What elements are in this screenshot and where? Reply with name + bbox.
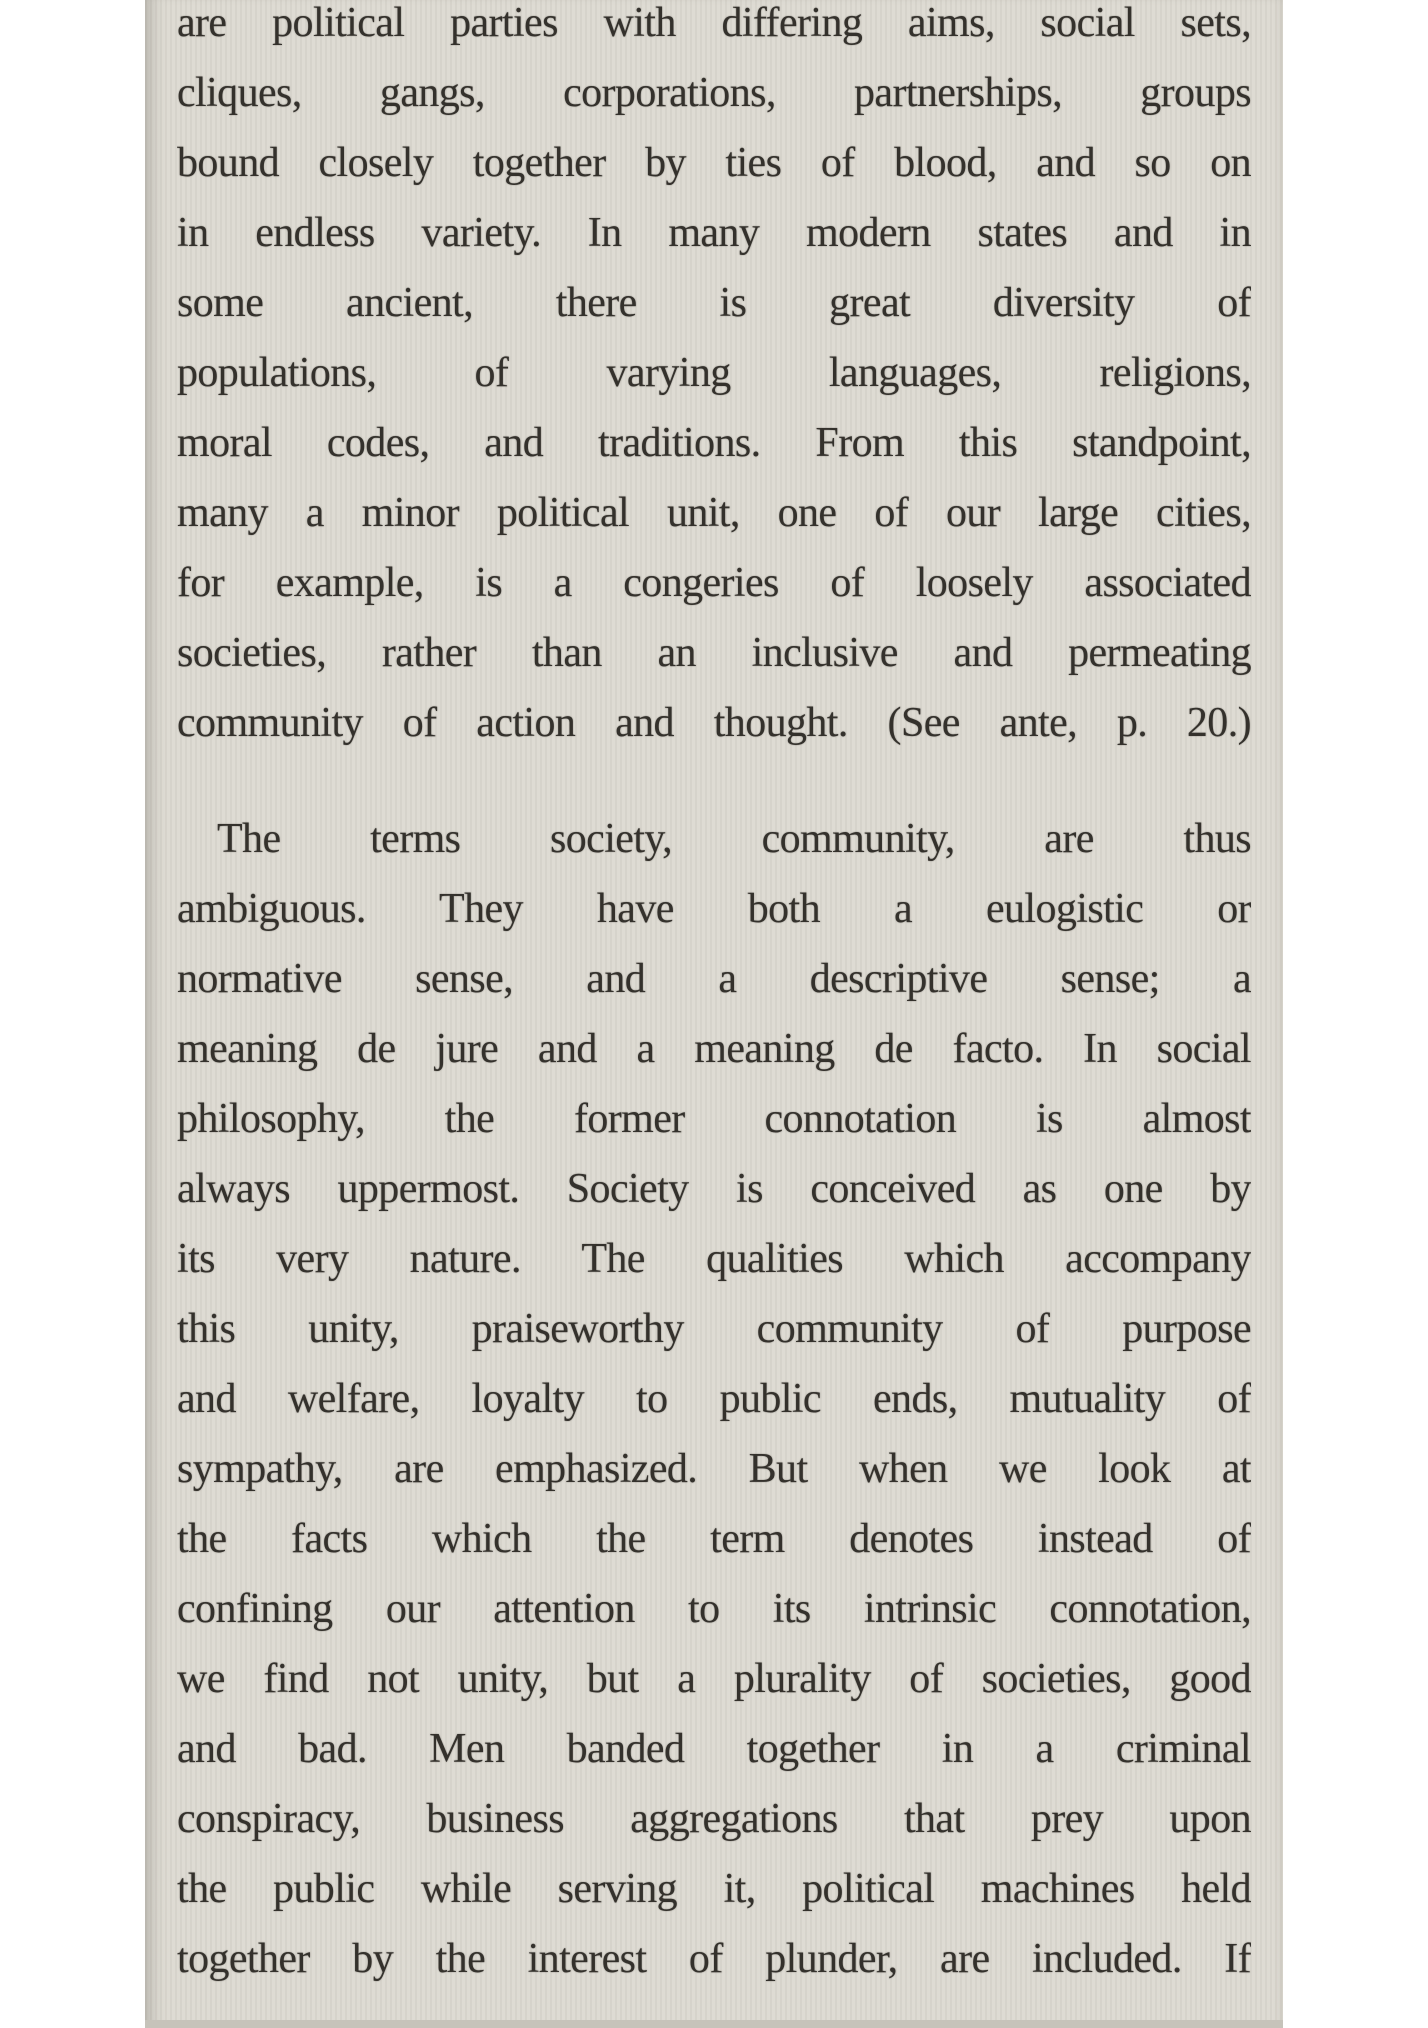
text-line: cliques, gangs, corporations, partnerships, groups	[177, 70, 1251, 116]
paragraph	[177, 0, 1251, 758]
text-line: we find not unity, but a plurality of societies, good	[177, 1656, 1251, 1702]
text-line: normative sense, and a descriptive sense; a	[177, 956, 1251, 1002]
text-line: for example, is a congeries of loosely associated	[177, 560, 1251, 606]
text-line: bound closely together by ties of blood, and so on	[177, 140, 1251, 186]
text-line: ambiguous. They have both a eulogistic or	[177, 886, 1251, 932]
page-text	[177, 0, 1251, 1994]
paragraph	[177, 804, 1251, 1994]
text-line: community of action and thought. (See ante, p. 20.)	[177, 700, 1251, 746]
text-line: and bad. Men banded together in a criminal	[177, 1726, 1251, 1772]
text-line: meaning de jure and a meaning de facto. In social	[177, 1026, 1251, 1072]
text-line: its very nature. The qualities which accompany	[177, 1236, 1251, 1282]
text-line: the public while serving it, political machines held	[177, 1866, 1251, 1912]
text-line: together by the interest of plunder, are included. If	[177, 1936, 1251, 1982]
text-line: sympathy, are emphasized. But when we look at	[177, 1446, 1251, 1492]
text-line: societies, rather than an inclusive and permeating	[177, 630, 1251, 676]
text-line: and welfare, loyalty to public ends, mutuality of	[177, 1376, 1251, 1422]
text-line: philosophy, the former connotation is almost	[177, 1096, 1251, 1142]
text-line: in endless variety. In many modern states and in	[177, 210, 1251, 256]
text-line: populations, of varying languages, religions,	[177, 350, 1251, 396]
text-line: the facts which the term denotes instead of	[177, 1516, 1251, 1562]
text-line: many a minor political unit, one of our large cities,	[177, 490, 1251, 536]
text-line: some ancient, there is great diversity of	[177, 280, 1251, 326]
text-line: The terms society, community, are thus	[217, 816, 1251, 862]
text-line: this unity, praiseworthy community of purpose	[177, 1306, 1251, 1352]
text-line: always uppermost. Society is conceived as one by	[177, 1166, 1251, 1212]
book-page[interactable]	[145, 0, 1283, 2028]
text-line: moral codes, and traditions. From this standpoint,	[177, 420, 1251, 466]
text-line: conspiracy, business aggregations that prey upon	[177, 1796, 1251, 1842]
page-bottom-strip	[145, 2020, 1283, 2028]
text-line: confining our attention to its intrinsic connotation,	[177, 1586, 1251, 1632]
text-line: are political parties with differing aims, social sets,	[177, 0, 1251, 46]
